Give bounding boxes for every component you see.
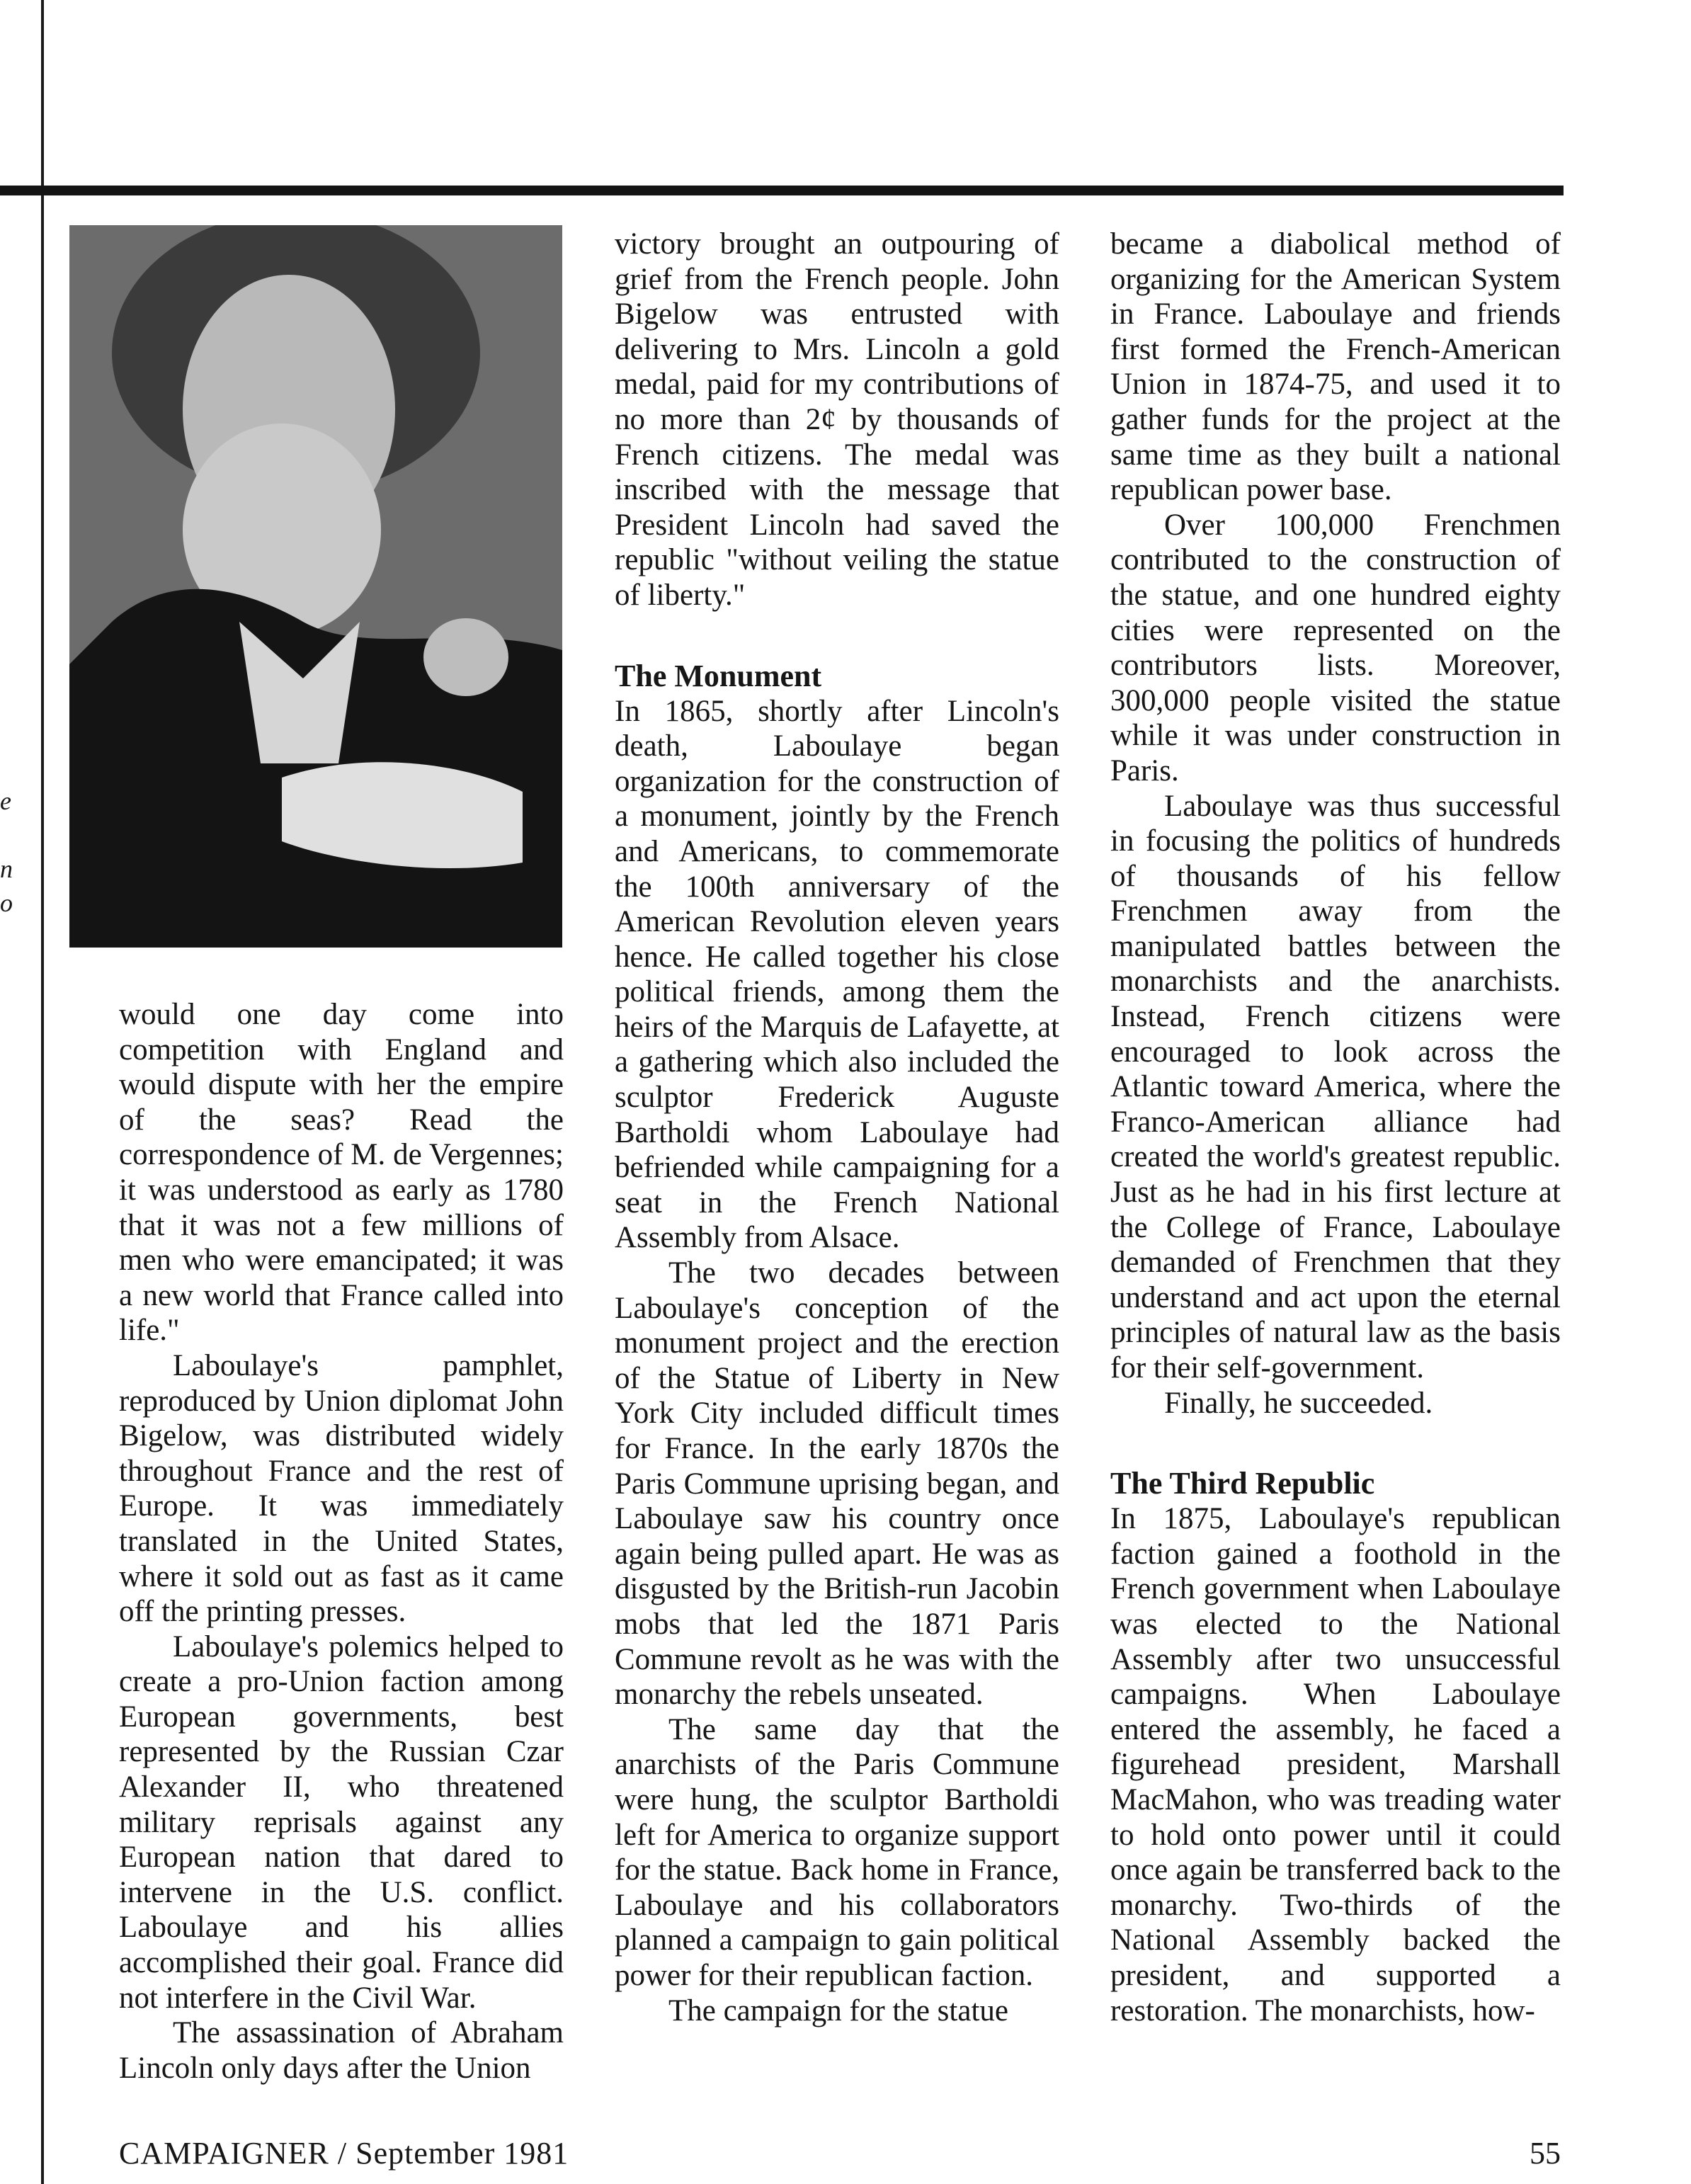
paragraph: Over 100,000 Frenchmen contributed to the construction of the statue, and one hundred eighty cities were represented on the contributors lists. Moreover, 300,000 people visited the statue while it was under construction in Paris. [1110, 508, 1561, 787]
portrait-illustration [69, 225, 562, 948]
paragraph: The assassination of Abraham Lincoln only days after the Union [119, 2016, 564, 2085]
header-rule [0, 186, 1564, 195]
paragraph: Laboulaye was thus successful in focusing the politics of hundreds of thousands of his fellow Frenchmen away from the manipulated battles between the monarchists and the anarchists. Instead, French citizens were encouraged to look across the Atlantic toward America, where the Franco-American alliance had created the world's greatest republic. Just as he had in his first lecture at the College of France, Laboulaye demanded of Frenchmen that they understand and act upon the eternal principles of natural law as the basis for their self-government. [1110, 789, 1561, 1384]
paragraph: Laboulaye's pamphlet, reproduced by Union diplomat John Bigelow, was distributed widely throughout France and the rest of Europe. It was immediately translated in the United States, where it sold out as fast as it came off the printing presses. [119, 1348, 564, 1629]
paragraph: In 1875, Laboulaye's republican faction gained a foothold in the French government when Laboulaye was elected to the National Assembly after two unsuccessful campaigns. When Laboulaye entered the assembly, he faced a figurehead president, Marshall MacMahon, who was treading water to hold onto power until it could once again be transferred back to the monarchy. Two-thirds of the National Assembly backed the president, and supported a restoration. The monarchists, how- [1110, 1502, 1561, 2027]
column-1 [119, 997, 564, 2086]
portrait-photo [69, 225, 562, 948]
margin-fragment: o [0, 889, 13, 917]
margin-fragment: e [0, 787, 11, 815]
margin-fragment: n [0, 855, 13, 883]
paragraph: Finally, he succeeded. [1164, 1386, 1433, 1420]
column-3 [1110, 227, 1561, 2028]
paragraph: In 1865, shortly after Lincoln's death, Laboulaye began organization for the construction of a monument, jointly by the French and Americans, to commemorate the 100th anniversary of the American Revolution eleven years hence. He called together his close political friends, among them the heirs of the Marquis de Lafayette, at a gathering which also included the sculptor Frederick Auguste Bartholdi whom Laboulaye had befriended while campaigning for a seat in the French National Assembly from Alsace. [615, 694, 1059, 1255]
paragraph: The same day that the anarchists of the Paris Commune were hung, the sculptor Bartholdi left for America to organize support for the statue. Back home in France, Laboulaye and his collaborators planned a campaign to gain political power for their republican faction. [615, 1712, 1059, 1992]
paragraph: became a diabolical method of organizing for the American System in France. Laboulaye and friends first formed the French-American Union in 1874-75, and used it to gather funds for the project at the same time as they built a national republican power base. [1110, 227, 1561, 507]
left-margin-rule [41, 0, 44, 2184]
section-heading: The Third Republic [1110, 1466, 1375, 1501]
paragraph: The two decades between Laboulaye's conception of the monument project and the erection of the Statue of Liberty in New York City included difficult times for France. In the early 1870s the Paris Commune uprising began, and Laboulaye saw his country once again being pulled apart. He was as disgusted by the British-run Jacobin mobs that led the 1871 Paris Commune revolt as he was with the monarchy the rebels unseated. [615, 1256, 1059, 1712]
paragraph: would one day come into competition with England and would dispute with her the empire of the seas? Read the correspondence of M. de Vergennes; it was understood as early as 1780 that it was not a few millions of men who were emancipated; it was a new world that France called into life." [119, 998, 564, 1348]
paragraph: Laboulaye's polemics helped to create a pro-Union faction among European governments, best represented by the Russian Czar Alexander II, who threatened military reprisals against any European nation that dared to intervene in the U.S. conflict. Laboulaye and his allies accomplished their goal. France did not interfere in the Civil War. [119, 1630, 564, 2015]
page-number: 55 [1530, 2136, 1561, 2171]
section-heading: The Monument [615, 658, 822, 693]
publication-footer: CAMPAIGNER / September 1981 [119, 2136, 569, 2171]
column-2 [615, 227, 1059, 2028]
paragraph: victory brought an outpouring of grief from the French people. John Bigelow was entrusted with delivering to Mrs. Lincoln a gold medal, paid for my contributions of no more than 2¢ by thousands of French citizens. The medal was inscribed with the message that President Lincoln had saved the republic "without veiling the statue of liberty." [615, 227, 1059, 612]
paragraph: The campaign for the statue [668, 1994, 1008, 2027]
